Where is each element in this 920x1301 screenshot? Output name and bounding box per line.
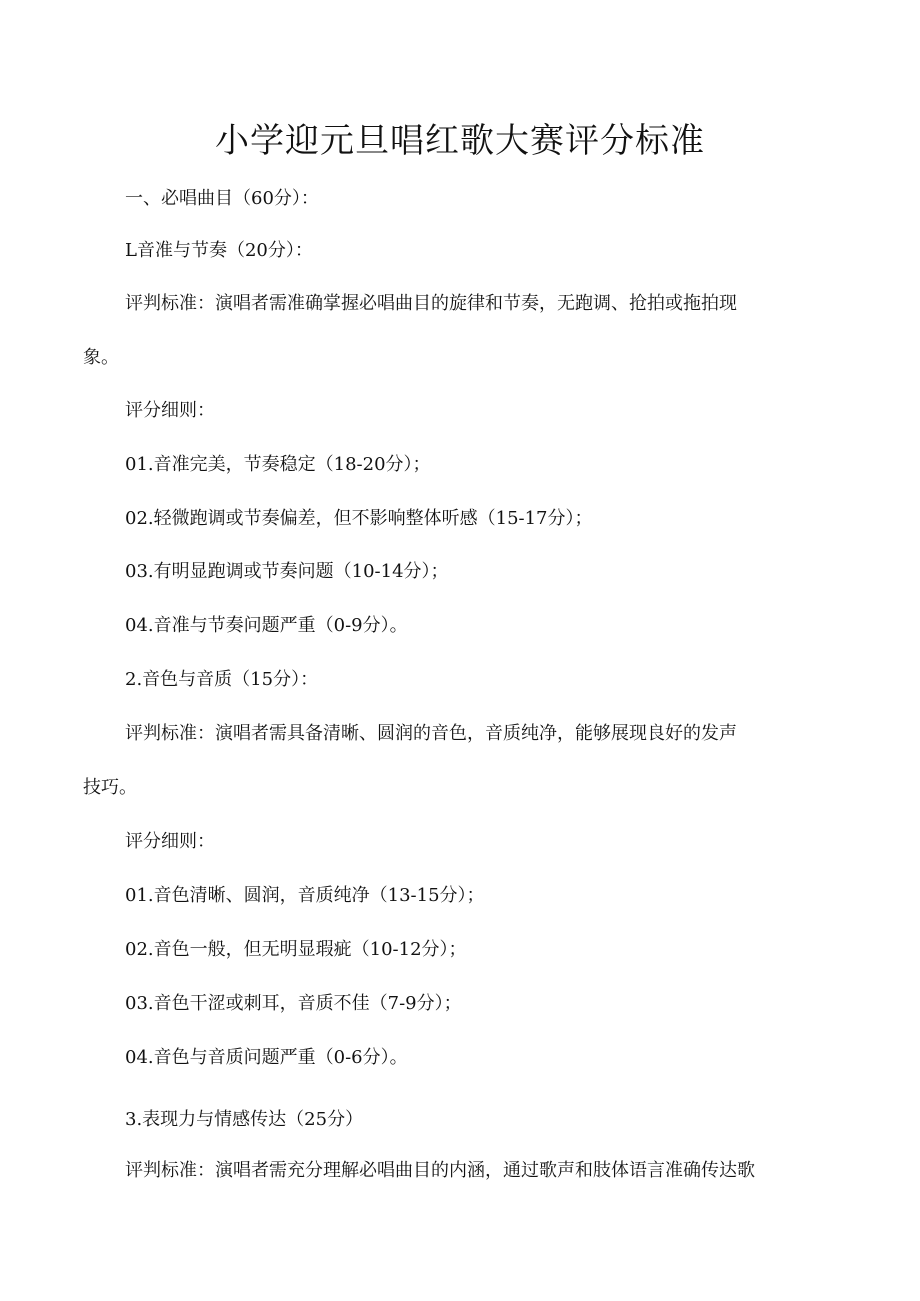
section-heading: 一、必唱曲目（60分）： — [125, 188, 319, 209]
criteria-text: 评判标准：演唱者需具备清晰、圆润的音色，音质纯净，能够展现良好的发声 — [125, 723, 737, 744]
detail-item: 01.音色清晰、圆润，音质纯净（13-15分）； — [125, 885, 485, 906]
document-title: 小学迎元旦唱红歌大赛评分标准 — [215, 121, 705, 161]
item-heading: 3.表现力与情感传达（25分） — [125, 1109, 364, 1130]
criteria-text-continued: 技巧。 — [83, 777, 137, 798]
item-heading: 2.音色与音质（15分）： — [125, 669, 319, 690]
detail-item: 03.有明显跑调或节奏问题（10-14分）； — [125, 561, 449, 582]
details-label: 评分细则： — [125, 400, 215, 421]
detail-item: 02.轻微跑调或节奏偏差，但不影响整体听感（15-17分）； — [125, 508, 593, 529]
detail-item: 01.音准完美，节奏稳定（18-20分）； — [125, 454, 431, 475]
item-heading: L音准与节奏（20分）： — [125, 240, 313, 261]
detail-item: 02.音色一般，但无明显瑕疵（10-12分）； — [125, 939, 467, 960]
criteria-text: 评判标准：演唱者需充分理解必唱曲目的内涵，通过歌声和肢体语言准确传达歌 — [125, 1160, 755, 1181]
criteria-text-continued: 象。 — [83, 347, 119, 368]
detail-item: 03.音色干涩或刺耳，音质不佳（7-9分）； — [125, 993, 462, 1014]
detail-item: 04.音色与音质问题严重（0-6分）。 — [125, 1047, 408, 1068]
details-label: 评分细则： — [125, 831, 215, 852]
detail-item: 04.音准与节奏问题严重（0-9分）。 — [125, 615, 408, 636]
criteria-text: 评判标准：演唱者需准确掌握必唱曲目的旋律和节奏，无跑调、抢拍或拖拍现 — [125, 293, 737, 314]
